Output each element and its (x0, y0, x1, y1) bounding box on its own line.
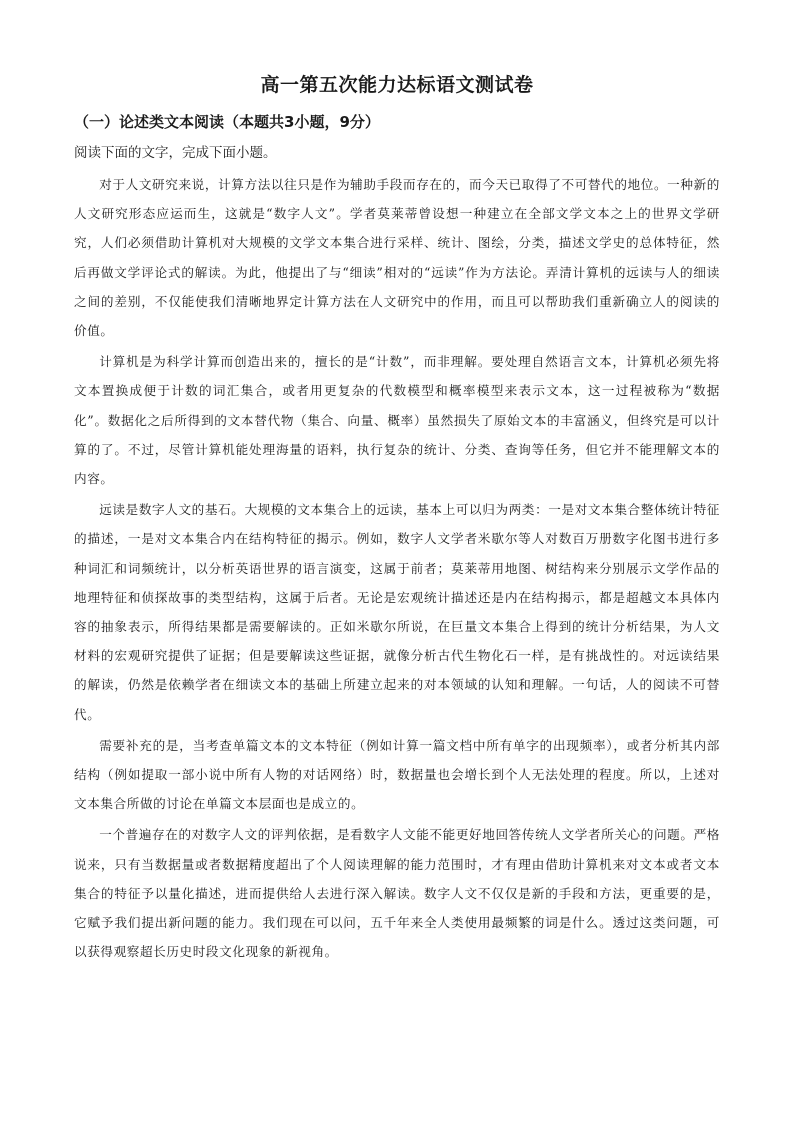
exam-title: 高一第五次能力达标语文测试卷 (260, 74, 534, 96)
body-paragraph-4: 需要补充的是，当考查单篇文本的文本特征（例如计算一篇文档中所有单字的出现频率），或者分析其内部结构（例如提取一部小说中所有人物的对话网络）时，数据量也会增长到个人无法处理的程度。所以，上述对文本集合所做的讨论在单篇文本层面也是成立的。 (74, 737, 720, 812)
body-paragraph-5: 一个普遍存在的对数字人文的评判依据，是看数字人文能不能更好地回答传统人文学者所关心的问题。严格说来，只有当数据量或者数据精度超出了个人阅读理解的能力范围时，才有理由借助计算机来对文本或者文本集合的特征予以量化描述，进而提供给人去进行深入解读。数字人文不仅仅是新的手段和方法，更重要的是，它赋予我们提出新问题的能力。我们现在可以问，五千年来全人类使用最频繁的词是什么。透过这类问题，可以获得观察超长历史时段文化现象的新视角。 (74, 827, 720, 960)
section-heading: （一）论述类文本阅读（本题共3小题，9分） (74, 113, 380, 131)
body-paragraph-1: 对于人文研究来说，计算方法以往只是作为辅助手段而存在的，而今天已取得了不可替代的地位。一种新的人文研究形态应运而生，这就是“数字人文”。学者莫莱蒂曾设想一种建立在全部文学文本之上的世界文学研究，人们必须借助计算机对大规模的文学文本集合进行采样、统计、图绘，分类，描述文学史的总体特征，然后再做文学评论式的解读。为此，他提出了与“细读”相对的“远读”作为方法论。弄清计算机的远读与人的细读之间的差别，不仅能使我们清晰地界定计算方法在人文研究中的作用，而且可以帮助我们重新确立人的阅读的价值。 (74, 177, 720, 339)
body-paragraph-2: 计算机是为科学计算而创造出来的，擅长的是“计数”，而非理解。要处理自然语言文本，计算机必须先将文本置换成便于计数的词汇集合，或者用更复杂的代数模型和概率模型来表示文本，这一过程被称为“数据化”。数据化之后所得到的文本替代物（集合、向量、概率）虽然损失了原始文本的丰富涵义，但终究是可以计算的了。不过，尽管计算机能处理海量的语料，执行复杂的统计、分类、查询等任务，但它并不能理解文本的内容。 (74, 354, 720, 487)
reading-instruction: 阅读下面的文字，完成下面小题。 (74, 145, 277, 161)
body-paragraph-3: 远读是数字人文的基石。大规模的文本集合上的远读，基本上可以归为两类：一是对文本集合整体统计特征的描述，一是对文本集合内在结构特征的揭示。例如，数字人文学者米歇尔等人对数百万册数字化图书进行多种词汇和词频统计，以分析英语世界的语言演变，这属于前者；莫莱蒂用地图、树结构来分别展示文学作品的地理特征和侦探故事的类型结构，这属于后者。无论是宏观统计描述还是内在结构揭示，都是超越文本具体内容的抽象表示，所得结果都是需要解读的。正如米歇尔所说，在巨量文本集合上得到的统计分析结果，为人文材料的宏观研究提供了证据；但是要解读这些证据，就像分析古代生物化石一样，是有挑战性的。对远读结果的解读，仍然是依赖学者在细读文本的基础上所建立起来的对本领域的认知和理解。一句话，人的阅读不可替代。 (74, 502, 720, 722)
